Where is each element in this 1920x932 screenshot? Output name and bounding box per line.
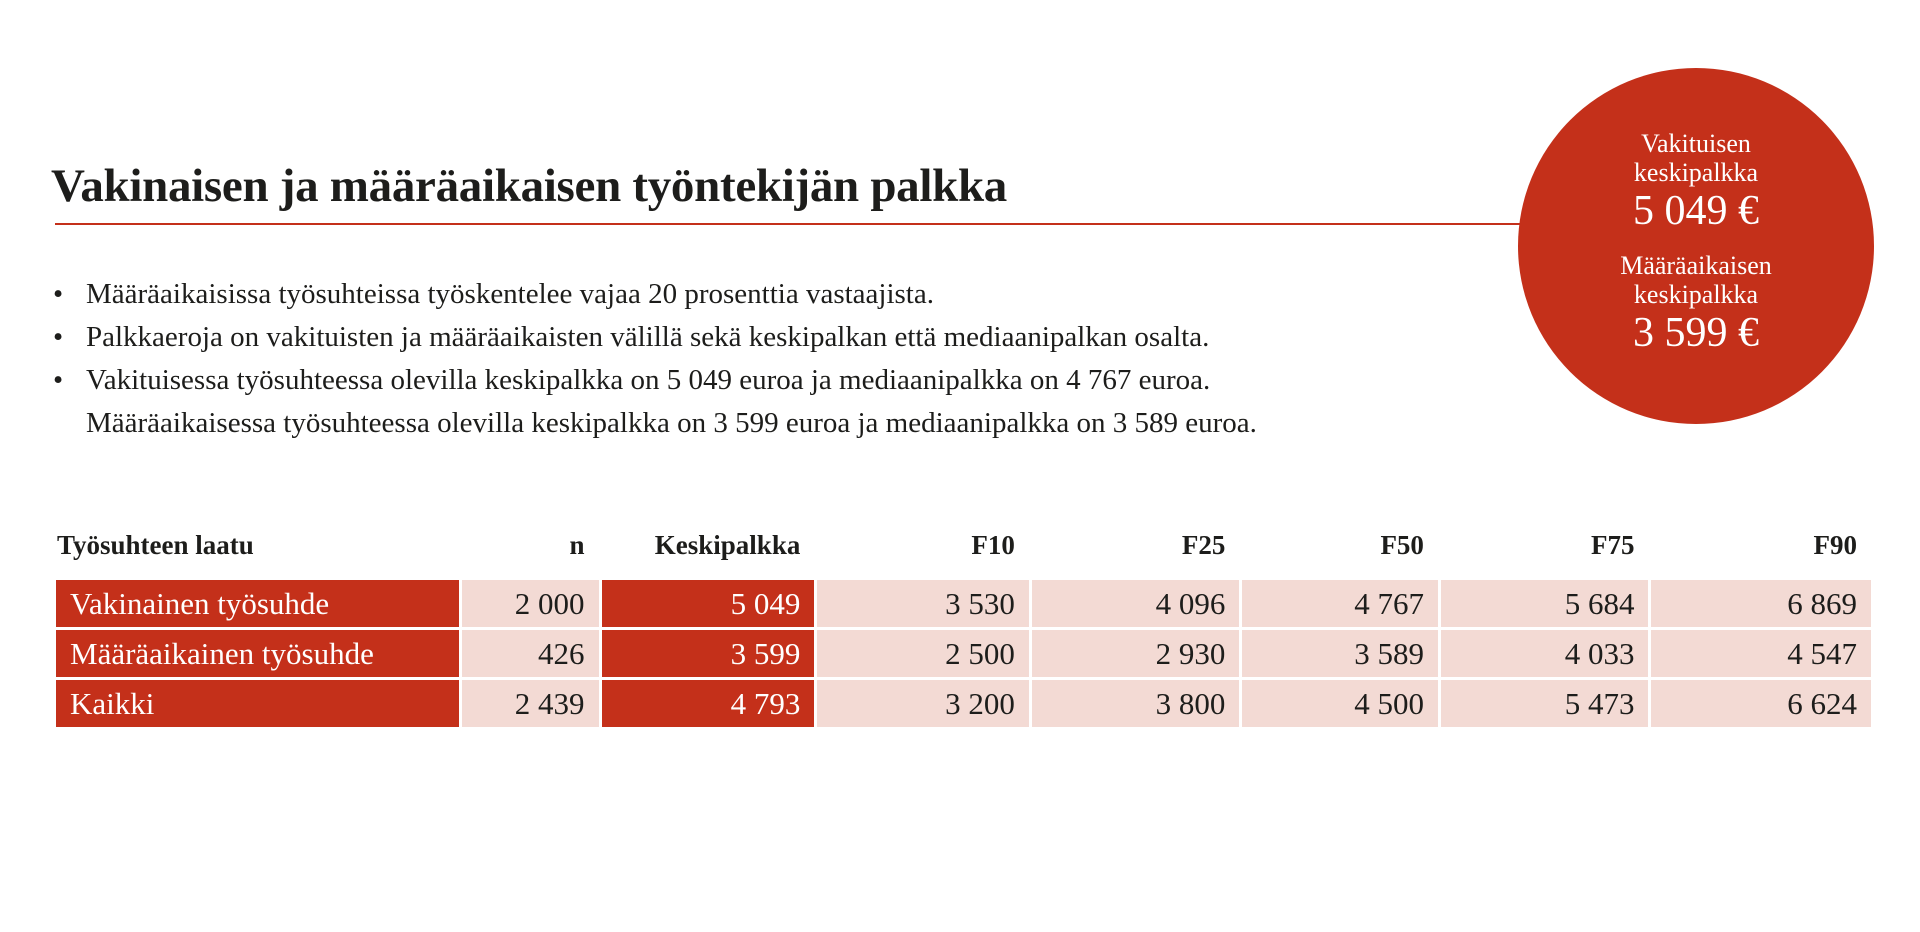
table-cell: 5 049 — [602, 580, 815, 627]
fixed-term-label: Määräaikaisen — [1620, 251, 1772, 280]
table-cell: 4 033 — [1441, 630, 1649, 677]
salary-table — [53, 516, 1874, 730]
permanent-label: keskipalkka — [1633, 158, 1759, 187]
summary-text: Määräaikaisessa työsuhteessa olevilla keskipalkka on 3 599 euroa ja mediaanipalkka on 3 589 euroa. — [86, 407, 1257, 439]
table-cell: 3 589 — [1242, 630, 1438, 677]
table-cell: 4 500 — [1242, 680, 1438, 727]
bullet-marker: • — [53, 364, 64, 396]
average-salary-highlight — [1518, 68, 1874, 424]
column-header: Työsuhteen laatu — [57, 529, 254, 560]
row-label: Kaikki — [56, 680, 459, 727]
table-cell: 4 793 — [602, 680, 815, 727]
table-cell: 6 624 — [1651, 680, 1871, 727]
bullet-marker: • — [53, 321, 64, 353]
column-header: F25 — [1181, 529, 1226, 560]
table-cell: 4 767 — [1242, 580, 1438, 627]
table-cell: 3 530 — [817, 580, 1029, 627]
table-cell: 2 500 — [817, 630, 1029, 677]
row-label: Määräaikainen työsuhde — [56, 630, 459, 677]
column-header: F10 — [971, 529, 1015, 560]
permanent-average-value: 5 049 € — [1633, 188, 1759, 234]
column-header: Keskipalkka — [654, 529, 801, 560]
fixed-term-average-value: 3 599 € — [1633, 310, 1759, 356]
page-title: Vakinaisen ja määräaikaisen työntekijän palkka — [51, 160, 1007, 212]
summary-text: Määräaikaisissa työsuhteissa työskentelee vajaa 20 prosenttia vastaajista. — [86, 278, 934, 310]
table-cell: 3 200 — [817, 680, 1029, 727]
table-cell: 5 684 — [1441, 580, 1649, 627]
table-row — [56, 630, 1871, 677]
title-divider — [55, 223, 1535, 225]
column-header: n — [569, 529, 585, 560]
table-cell: 3 599 — [602, 630, 815, 677]
table-cell: 5 473 — [1441, 680, 1649, 727]
table-cell: 2 439 — [462, 680, 599, 727]
bullet-marker: • — [53, 278, 64, 310]
table-row — [56, 680, 1871, 727]
table-cell: 4 096 — [1032, 580, 1240, 627]
row-label: Vakinainen työsuhde — [56, 580, 459, 627]
fixed-term-label: keskipalkka — [1633, 280, 1759, 309]
table-cell: 426 — [462, 630, 599, 677]
table-cell: 4 547 — [1651, 630, 1871, 677]
table-cell: 3 800 — [1032, 680, 1240, 727]
table-cell: 2 930 — [1032, 630, 1240, 677]
column-header: F90 — [1813, 529, 1857, 560]
summary-text: Vakituisessa työsuhteessa olevilla keskipalkka on 5 049 euroa ja mediaanipalkka on 4 767 euroa. — [86, 364, 1211, 396]
column-header: F75 — [1590, 529, 1635, 560]
summary-text: Palkkaeroja on vakituisten ja määräaikaisten välillä sekä keskipalkan että mediaanipalkan osalta. — [86, 321, 1210, 353]
table-row — [56, 580, 1871, 627]
table-header-row — [56, 519, 1871, 577]
table-cell: 2 000 — [462, 580, 599, 627]
table-cell: 6 869 — [1651, 580, 1871, 627]
summary-list — [53, 273, 1257, 445]
permanent-label: Vakituisen — [1641, 129, 1751, 158]
column-header: F50 — [1380, 529, 1424, 560]
summary-item — [53, 359, 1257, 445]
summary-item — [53, 273, 1257, 316]
summary-item — [53, 316, 1257, 359]
